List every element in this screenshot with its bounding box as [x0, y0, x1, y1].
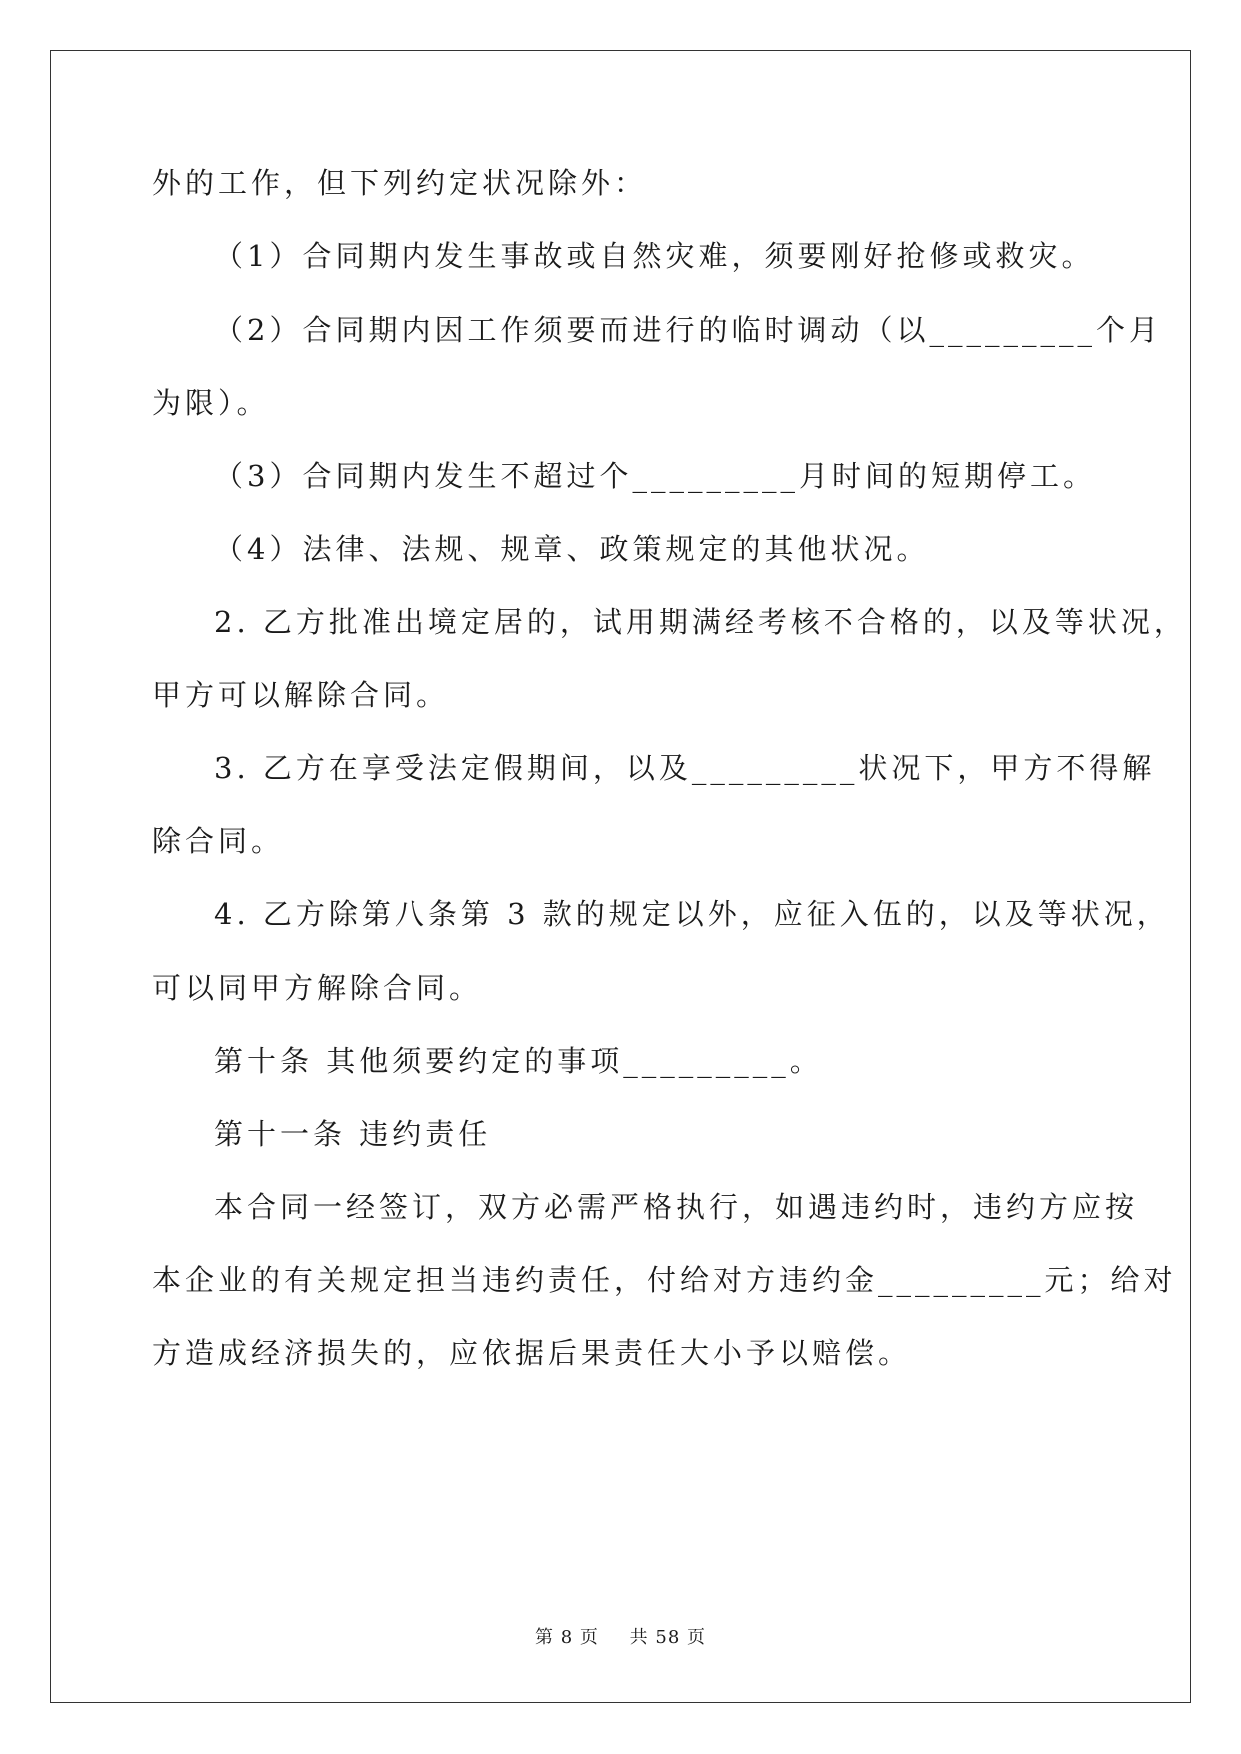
paragraph-line: （2）合同期内因工作须要而进行的临时调动（以_________个月	[214, 313, 1162, 347]
paragraph-line: （1）合同期内发生事故或自然灾难，须要刚好抢修或救灾。	[214, 239, 1095, 273]
paragraph-line: 方造成经济损失的，应依据后果责任大小予以赔偿。	[152, 1336, 912, 1370]
page-footer	[0, 1623, 1241, 1649]
paragraph-line: 可以同甲方解除合同。	[152, 971, 483, 1005]
section-heading: 第十一条 违约责任	[214, 1117, 492, 1151]
paragraph-line: 2. 乙方批准出境定居的，试用期满经考核不合格的，以及等状况，	[214, 605, 1187, 639]
paragraph-line: 除合同。	[152, 824, 285, 858]
paragraph-line: 外的工作，但下列约定状况除外：	[152, 166, 648, 200]
paragraph-line: 为限）。	[152, 386, 270, 420]
paragraph-line: 本合同一经签订，双方必需严格执行，如遇违约时，违约方应按	[214, 1190, 1139, 1224]
paragraph-line: 4. 乙方除第八条第 3 款的规定以外，应征入伍的，以及等状况，	[214, 897, 1170, 931]
paragraph-line: 甲方可以解除合同。	[152, 678, 450, 712]
page-number: 第 8 页	[535, 1627, 599, 1648]
paragraph-line: （3）合同期内发生不超过个_________月时间的短期停工。	[214, 459, 1096, 493]
page-border	[50, 50, 1191, 1703]
page-total: 共 58 页	[629, 1627, 706, 1648]
paragraph-line: 第十条 其他须要约定的事项_________。	[214, 1044, 823, 1078]
paragraph-line: 本企业的有关规定担当违约责任，付给对方违约金_________元；给对	[152, 1263, 1177, 1297]
paragraph-line: 3. 乙方在享受法定假期间，以及_________状况下，甲方不得解	[214, 751, 1156, 785]
paragraph-line: （4）法律、法规、规章、政策规定的其他状况。	[214, 532, 930, 566]
